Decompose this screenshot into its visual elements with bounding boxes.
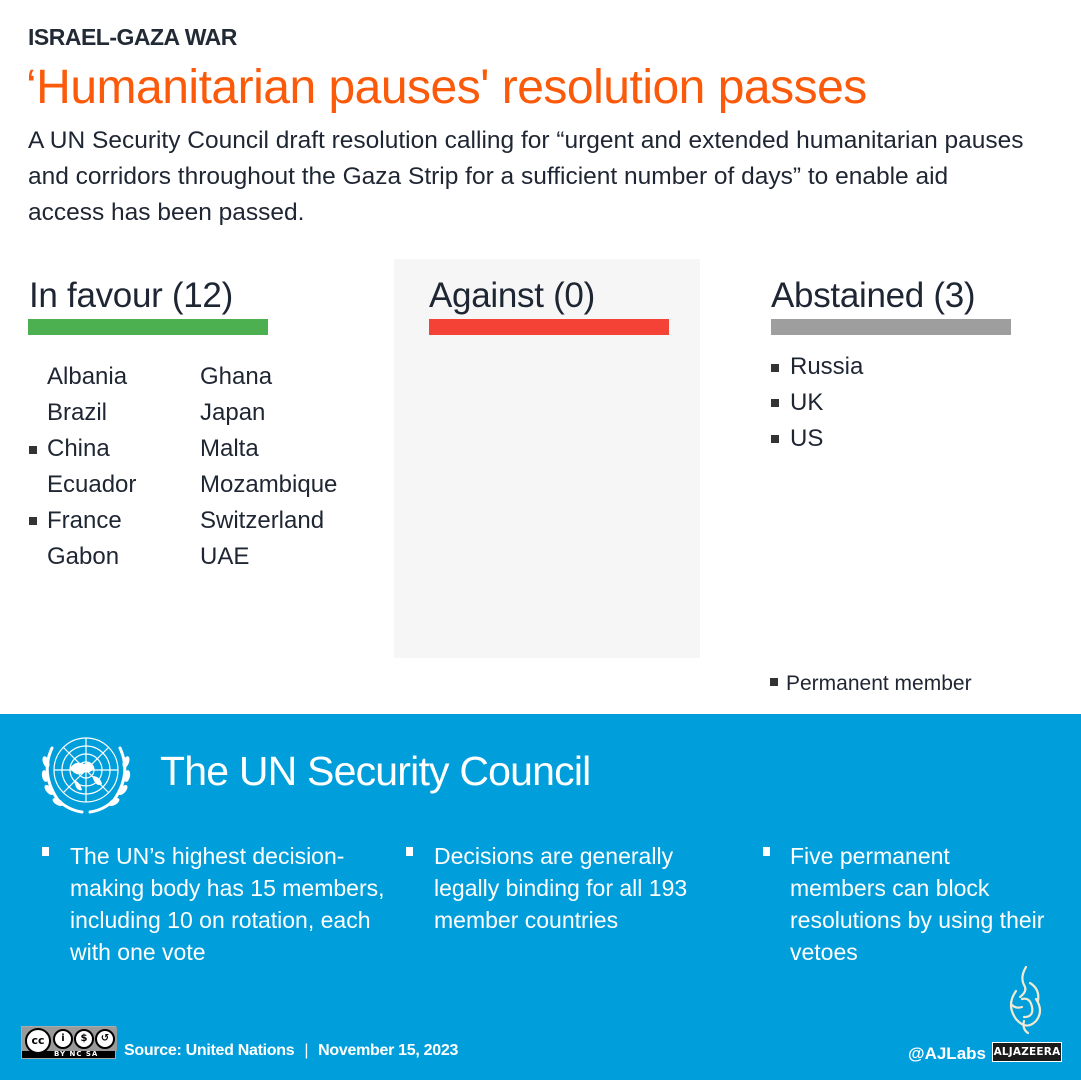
by-icon: i [53, 1029, 73, 1049]
source-line [124, 1042, 458, 1060]
country-us: US [790, 425, 824, 452]
country-france: France [47, 507, 122, 534]
permanent-member-marker [771, 399, 779, 407]
permanent-member-marker [29, 517, 37, 525]
in-favour-bar [28, 319, 268, 335]
nc-icon: $ [74, 1029, 94, 1049]
aljazeera-wordmark: ALJAZEERA [992, 1042, 1062, 1062]
abstained-bar [771, 319, 1011, 335]
country-brazil: Brazil [47, 399, 108, 426]
fact-bullet-icon [763, 847, 770, 856]
country-gabon: Gabon [47, 543, 120, 570]
country-mozambique: Mozambique [200, 471, 338, 498]
country-russia: Russia [790, 353, 864, 380]
country-malta: Malta [200, 435, 259, 462]
country-ecuador: Ecuador [47, 471, 137, 498]
permanent-member-marker [29, 446, 37, 454]
country-ghana: Ghana [200, 363, 273, 390]
cc-icon: cc [25, 1028, 51, 1054]
against-bar [429, 319, 669, 335]
date: November 15, 2023 [318, 1042, 459, 1059]
permanent-member-legend-icon [770, 678, 778, 686]
un-emblem-icon [34, 728, 138, 820]
fact-bullet-icon [406, 847, 413, 856]
separator: | [304, 1042, 309, 1059]
country-uk: UK [790, 389, 824, 416]
fact-3: Five permanent members can block resolutions by using their vetoes [790, 843, 1045, 965]
lede: A UN Security Council draft resolution calling for “urgent and extended humanitarian pauses and corridors throughout the Gaza Strip for a sufficient number of days” to enable aid access has been passed. [28, 127, 1024, 226]
sa-icon: ↺ [95, 1029, 115, 1049]
panel-title: The UN Security Council [160, 748, 591, 794]
in-favour-heading: In favour (12) [29, 276, 233, 315]
legend-label: Permanent member [786, 672, 972, 695]
fact-2: Decisions are generally legally binding for all 193 member countries [434, 843, 688, 933]
cc-by-nc-sa-icon [21, 1026, 116, 1059]
fact-bullet-icon [42, 847, 49, 856]
country-albania: Albania [47, 363, 128, 390]
country-switzerland: Switzerland [200, 507, 325, 534]
country-china: China [47, 435, 110, 462]
source-text: Source: United Nations [124, 1042, 295, 1059]
license-labels: BY NC SA [54, 1050, 99, 1058]
country-uae: UAE [200, 543, 250, 570]
country-japan: Japan [200, 399, 266, 426]
fact-1: The UN’s highest decision-making body has 15 members, including 10 on rotation, each with one vote [70, 843, 385, 965]
page-title: ‘Humanitarian pauses' resolution passes [26, 61, 867, 114]
ajlabs-handle: @AJLabs [908, 1044, 986, 1063]
aljazeera-logo-icon [1000, 965, 1052, 1035]
abstained-heading: Abstained (3) [771, 276, 976, 315]
kicker: ISRAEL-GAZA WAR [28, 24, 237, 50]
permanent-member-marker [771, 435, 779, 443]
against-heading: Against (0) [429, 276, 595, 315]
permanent-member-marker [771, 364, 779, 372]
legend [770, 672, 972, 696]
